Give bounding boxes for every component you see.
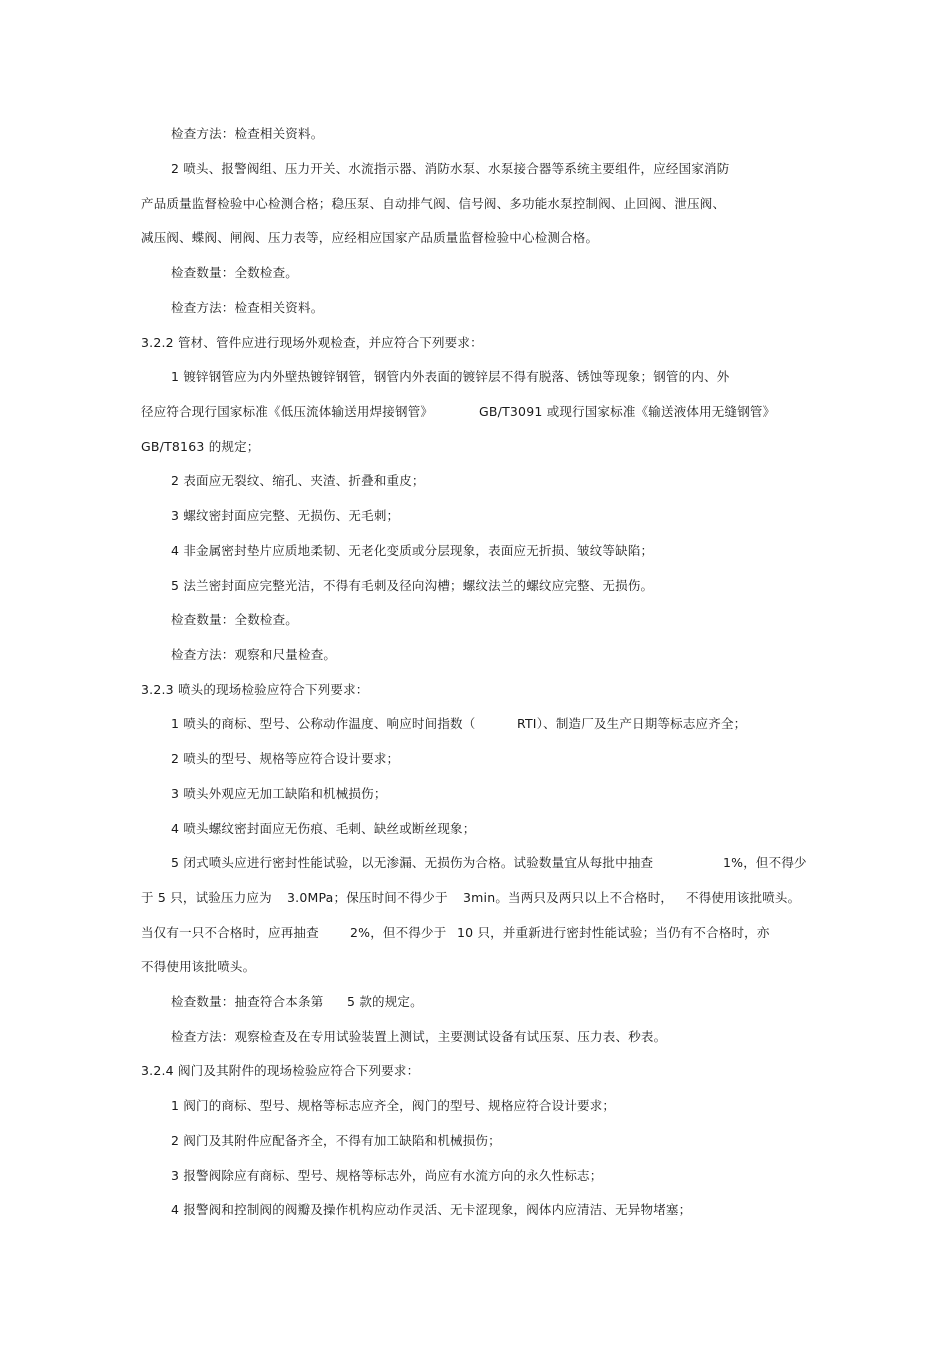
text-line: 3 螺纹密封面应完整、无损伤、无毛刺； xyxy=(171,508,400,523)
text-line: 检查方法：观察检查及在专用试验装置上测试，主要测试设备有试压泵、压力表、秒表。 xyxy=(171,1029,667,1044)
text-line: 检查数量：全数检查。 xyxy=(171,265,299,280)
text-line: 1%，但不得少 xyxy=(723,855,807,870)
text-line: 减压阀、蝶阀、闸阀、压力表等，应经相应国家产品质量监督检验中心检测合格。 xyxy=(141,230,599,245)
text-line: 5 闭式喷头应进行密封性能试验，以无渗漏、无损伤为合格。试验数量宜从每批中抽查 xyxy=(171,855,654,870)
text-line: 产品质量监督检验中心检测合格；稳压泵、自动排气阀、信号阀、多功能水泵控制阀、止回阀、泄压阀、 xyxy=(141,196,726,211)
text-line: GB/T3091 或现行国家标准《输送液体用无缝钢管》 xyxy=(479,404,776,419)
text-line: 2 喷头的型号、规格等应符合设计要求； xyxy=(171,751,400,766)
section-heading: 3.2.3 喷头的现场检验应符合下列要求： xyxy=(141,682,369,697)
text-line: 1 阀门的商标、型号、规格等标志应齐全，阀门的型号、规格应符合设计要求； xyxy=(171,1098,616,1113)
text-line: 1 镀锌钢管应为内外壁热镀锌钢管，钢管内外表面的镀锌层不得有脱落、锈蚀等现象；钢管的内、外 xyxy=(171,369,730,384)
text-line: 4 喷头螺纹密封面应无伤痕、毛刺、缺丝或断丝现象； xyxy=(171,821,476,836)
text-line: 径应符合现行国家标准《低压流体输送用焊接钢管》 xyxy=(141,404,434,419)
text-line: 1 喷头的商标、型号、公称动作温度、响应时间指数（ xyxy=(171,716,476,731)
section-heading: 3.2.2 管材、管件应进行现场外观检查，并应符合下列要求： xyxy=(141,335,483,350)
text-line: 3 报警阀除应有商标、型号、规格等标志外，尚应有水流方向的永久性标志； xyxy=(171,1168,603,1183)
text-line: 5 法兰密封面应完整光洁，不得有毛刺及径向沟槽；螺纹法兰的螺纹应完整、无损伤。 xyxy=(171,578,654,593)
text-line: 5 款的规定。 xyxy=(347,994,423,1009)
text-line: 4 报警阀和控制阀的阀瓣及操作机构应动作灵活、无卡涩现象，阀体内应清洁、无异物堵塞； xyxy=(171,1202,692,1217)
text-line: GB/T8163 的规定； xyxy=(141,439,260,454)
text-line: 当仅有一只不合格时，应再抽查 xyxy=(141,925,319,940)
text-line: 2 阀门及其附件应配备齐全，不得有加工缺陷和机械损伤； xyxy=(171,1133,501,1148)
text-line: 3.0MPa；保压时间不得少于 xyxy=(287,890,448,905)
text-line: 检查方法：检查相关资料。 xyxy=(171,300,324,315)
text-line: 检查数量：全数检查。 xyxy=(171,612,299,627)
text-line: 3min。当两只及两只以上不合格时， xyxy=(463,890,674,905)
text-line: 不得使用该批喷头。 xyxy=(141,959,256,974)
text-line: 检查数量：抽查符合本条第 xyxy=(171,994,324,1009)
section-heading: 3.2.4 阀门及其附件的现场检验应符合下列要求： xyxy=(141,1063,420,1078)
text-line: 于 5 只，试验压力应为 xyxy=(141,890,272,905)
text-line: RTI）、制造厂及生产日期等标志应齐全； xyxy=(517,716,747,731)
text-line: 3 喷头外观应无加工缺陷和机械损伤； xyxy=(171,786,387,801)
text-line: 2 表面应无裂纹、缩孔、夹渣、折叠和重皮； xyxy=(171,473,425,488)
text-line: 检查方法：观察和尺量检查。 xyxy=(171,647,337,662)
text-line: 不得使用该批喷头。 xyxy=(686,890,801,905)
text-line: 检查方法：检查相关资料。 xyxy=(171,126,324,141)
text-line: 2%，但不得少于 xyxy=(350,925,447,940)
text-line: 4 非金属密封垫片应质地柔韧、无老化变质或分层现象，表面应无折损、皱纹等缺陷； xyxy=(171,543,654,558)
text-line: 2 喷头、报警阀组、压力开关、水流指示器、消防水泵、水泵接合器等系统主要组件，应经国家消防 xyxy=(171,161,730,176)
text-line: 10 只，并重新进行密封性能试验；当仍有不合格时，亦 xyxy=(457,925,770,940)
